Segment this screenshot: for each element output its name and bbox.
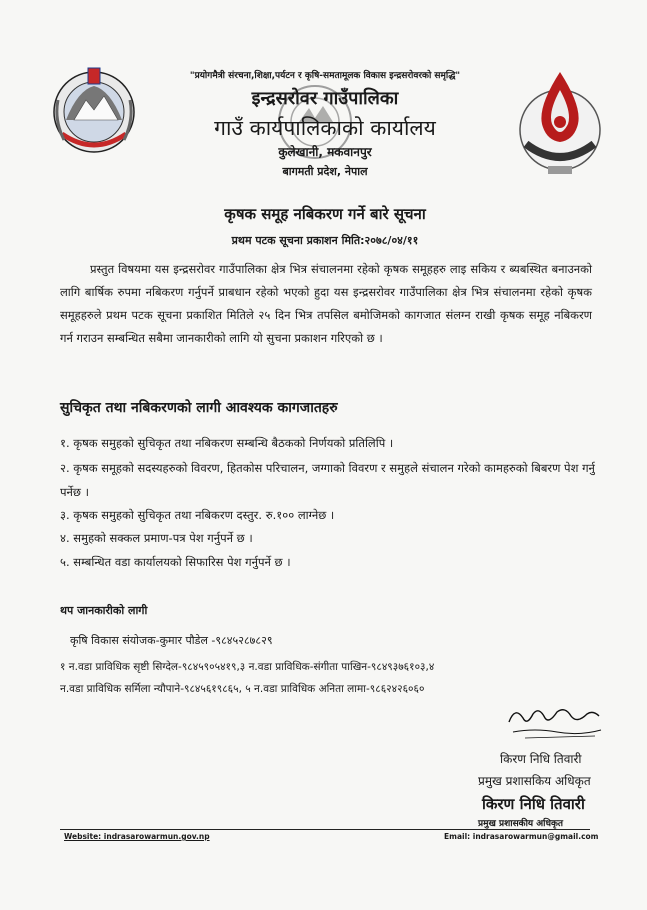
- requirements-list: [60, 432, 600, 574]
- publication-date: प्रथम पटक सूचना प्रकाशन मिति:२०७८/०४/११: [231, 234, 419, 247]
- notice-title: कृषक समूह नबिकरण गर्ने बारे सूचना: [224, 205, 426, 223]
- footer-website-link[interactable]: Website: indrasarowarmun.gov.np: [64, 832, 210, 841]
- footer-email[interactable]: Email: indrasarowarmun@gmail.com: [444, 832, 599, 841]
- office-province: बागमती प्रदेश, नेपाल: [282, 165, 368, 178]
- contact-coordinator: कृषि विकास संयोजक-कुमार पौडेल -९८४५२८७८२९: [70, 634, 273, 647]
- office-name: इन्द्रसरोवर गाउँपालिका: [251, 88, 399, 109]
- contact-heading: थप जानकारीको लागी: [60, 604, 148, 617]
- nepal-emblem-icon: [48, 60, 140, 160]
- stamp-name: किरण निधि तिवारी: [482, 795, 585, 813]
- signatory-title: प्रमुख प्रशासकिय अधिकृत: [478, 774, 591, 788]
- list-item: ५. सम्बन्धित वडा कार्यालयको सिफारिस पेश गर्नुपर्ने छ ।: [60, 554, 291, 569]
- footer-divider: [60, 829, 590, 830]
- contact-line: १ न.वडा प्राविधिक सृष्टी सिग्देल-९८४५९०५४१९,३ न.वडा प्राविधिक-संगीता पाखिन-९८४९३७६१०३,४: [60, 661, 435, 673]
- handwritten-signature: [505, 702, 605, 742]
- municipality-logo-icon: [512, 66, 608, 178]
- list-item: ४. समुहको सक्कल प्रमाण-पत्र पेश गर्नुपर्ने छ ।: [60, 531, 253, 545]
- notice-body: प्रस्तुत विषयमा यस इन्द्रसरोवर गाउँपालिका क्षेत्र भित्र संचालनमा रहेको कृषक समूहहरु लाइ सकिय र ब्यबस्थित बनाउनको लागि बार्षिक रुपमा नबिकरण गर्नुपर्ने प्राबधान रहेको भएको हुदा यस इन्द्रसरोवर गाउँपालिका क्षेत्र भित्र संचालनमा रहेको कृषक समूहहरुले प्रथम पटक सूचना प्रकाशित मितिले २५ दिन भित्र तपसिल बमोजिमको कागजात संलग्न राखी कृषक समूह नबिकरण गर्न गराउन सम्बन्धित सबैमा जानकारीको लागि यो सुचना प्रकाशन गरिएको छ ।: [60, 262, 592, 345]
- office-subtitle: गाउँ कार्यपालिकाको कार्यालय: [214, 116, 436, 140]
- signatory-name: किरण निधि तिवारी: [500, 752, 582, 766]
- list-item: १. कृषक समुहको सुचिकृत तथा नबिकरण सम्बन्धि बैठकको निर्णयको प्रतिलिपि ।: [60, 436, 394, 450]
- list-item: ३. कृषक समुहको सुचिकृत तथा नबिकरण दस्तुर. रु.१०० लाग्नेछ ।: [60, 507, 335, 522]
- contact-line: न.वडा प्राविधिक सर्मिला न्यौपाने-९८४५६१९८६५, ५ न.वडा प्राविधिक अनिता लामा-९८६२४२६०६०: [60, 683, 425, 695]
- office-address: कुलेखानी, मकवानपुर: [278, 145, 372, 159]
- motto-text: "प्रयोगमैत्री संरचना,शिक्षा,पर्यटन र कृषि-समतामूलक विकास इन्द्रसरोवरको समृद्धि": [189, 71, 461, 81]
- stamp-title: प्रमुख प्रशासकीय अधिकृत: [478, 819, 564, 829]
- requirements-heading: सुचिकृत तथा नबिकरणको लागी आवश्यक कागजातहरु: [60, 400, 338, 416]
- list-item: २. कृषक समूहको सदस्यहरुको विवरण, हितकोस परिचालन, जग्गाको विवरण र समुहले संचालन गरेको कामहरुको बिबरण पेश गर्नु पर्नेछ ।: [60, 460, 595, 499]
